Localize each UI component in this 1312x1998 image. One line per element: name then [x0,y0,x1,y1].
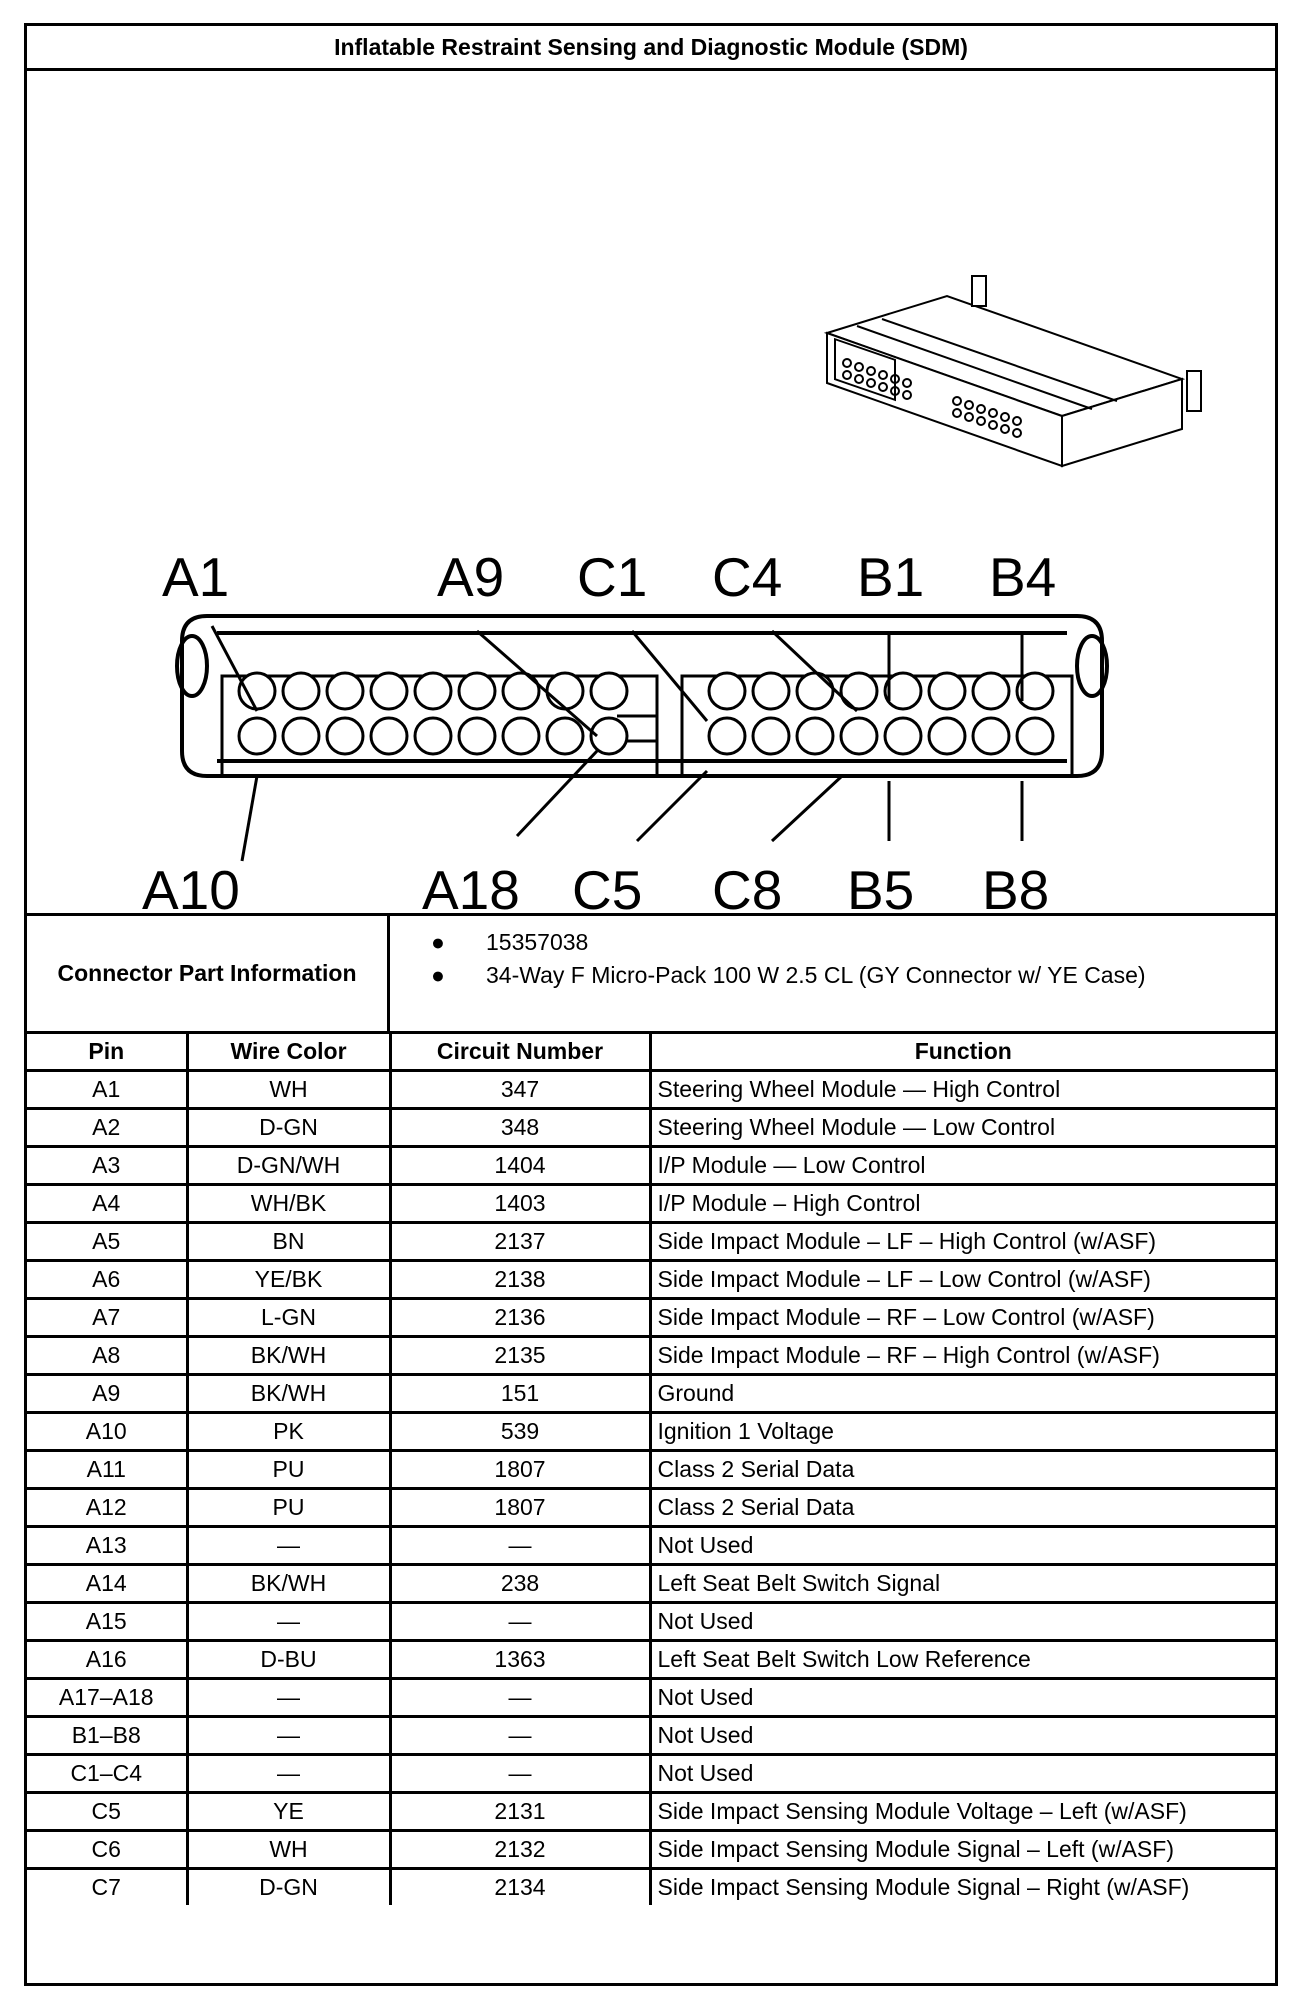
function-cell: Not Used [650,1679,1275,1717]
function-cell: Side Impact Sensing Module Signal – Left (w/ASF) [650,1831,1275,1869]
wire-color-cell: WH [187,1071,390,1109]
wire-color-cell: PU [187,1451,390,1489]
pin-label: B1 [857,546,925,608]
function-cell: Not Used [650,1527,1275,1565]
table-row [27,1261,1275,1299]
connector-diagram [27,71,1275,916]
wire-color-cell: D-GN/WH [187,1147,390,1185]
circuit-number-cell: — [390,1527,650,1565]
table-row [27,1185,1275,1223]
pin-cell: C5 [27,1793,187,1831]
circuit-number-cell: 1363 [390,1641,650,1679]
wire-color-cell: — [187,1755,390,1793]
function-cell: Side Impact Sensing Module Signal – Right (w/ASF) [650,1869,1275,1906]
connector-part-information [27,916,1275,1034]
pin-label: C4 [712,546,783,608]
pin-label: A9 [437,546,505,608]
pin-hole [841,673,877,709]
pin-cell: A9 [27,1375,187,1413]
table-row [27,1527,1275,1565]
table-row [27,1337,1275,1375]
pin-hole [1017,718,1053,754]
function-cell: I/P Module – High Control [650,1185,1275,1223]
circuit-number-cell: — [390,1755,650,1793]
wire-color-cell: BK/WH [187,1565,390,1603]
column-header-wire-color: Wire Color [187,1034,390,1071]
table-row [27,1641,1275,1679]
pin-cell: C6 [27,1831,187,1869]
pin-label: B5 [847,859,915,913]
pin-cell: A15 [27,1603,187,1641]
circuit-number-cell: 1807 [390,1489,650,1527]
pin-hole [709,718,745,754]
table-row [27,1071,1275,1109]
function-cell: Not Used [650,1717,1275,1755]
wire-color-cell: L-GN [187,1299,390,1337]
connector-description: 34-Way F Micro-Pack 100 W 2.5 CL (GY Connector w/ YE Case) [486,962,1146,988]
pin-hole [503,718,539,754]
wire-color-cell: PU [187,1489,390,1527]
pin-hole [929,673,965,709]
top-pin-labels [162,546,1056,608]
pin-hole [753,718,789,754]
connector-part-list [390,916,1275,1031]
circuit-number-cell: 2135 [390,1337,650,1375]
pin-cell: A12 [27,1489,187,1527]
function-cell: Side Impact Module – RF – High Control (w/ASF) [650,1337,1275,1375]
wire-color-cell: BN [187,1223,390,1261]
wire-color-cell: D-BU [187,1641,390,1679]
wire-color-cell: YE/BK [187,1261,390,1299]
function-cell: Class 2 Serial Data [650,1489,1275,1527]
table-header-row [27,1034,1275,1071]
function-cell: Class 2 Serial Data [650,1451,1275,1489]
pin-cell: A10 [27,1413,187,1451]
function-cell: Ignition 1 Voltage [650,1413,1275,1451]
circuit-number-cell: 539 [390,1413,650,1451]
pin-hole [797,718,833,754]
table-row [27,1375,1275,1413]
circuit-number-cell: 2137 [390,1223,650,1261]
wire-color-cell: D-GN [187,1869,390,1906]
wire-color-cell: — [187,1527,390,1565]
bullet-icon: ● [431,962,445,988]
table-row [27,1603,1275,1641]
circuit-number-cell: 2132 [390,1831,650,1869]
table-row [27,1679,1275,1717]
pin-hole [415,718,451,754]
pinout-table [27,1034,1275,1905]
pin-cell: A3 [27,1147,187,1185]
connector-sheet [24,23,1278,1986]
function-cell: Not Used [650,1755,1275,1793]
connector-part-information-label: Connector Part Information [27,916,390,1031]
pin-cell: A1 [27,1071,187,1109]
wire-color-cell: D-GN [187,1109,390,1147]
pin-cell: C7 [27,1869,187,1906]
pin-label: A10 [142,859,240,913]
column-header-pin: Pin [27,1034,187,1071]
circuit-number-cell: 2134 [390,1869,650,1906]
pin-hole [283,718,319,754]
circuit-number-cell: 1807 [390,1451,650,1489]
list-item [390,959,1275,992]
pin-cell: A16 [27,1641,187,1679]
wire-color-cell: — [187,1679,390,1717]
wire-color-cell: — [187,1717,390,1755]
pin-cell: A8 [27,1337,187,1375]
circuit-number-cell: — [390,1603,650,1641]
pin-hole [415,673,451,709]
wire-color-cell: WH [187,1831,390,1869]
function-cell: Side Impact Module – RF – Low Control (w/ASF) [650,1299,1275,1337]
pin-cell: A7 [27,1299,187,1337]
pin-hole [547,673,583,709]
circuit-number-cell: 2138 [390,1261,650,1299]
circuit-number-cell: 2136 [390,1299,650,1337]
pin-hole [371,673,407,709]
pin-label: B4 [989,546,1057,608]
column-header-function: Function [650,1034,1275,1071]
column-header-circuit-number: Circuit Number [390,1034,650,1071]
circuit-number-cell: 238 [390,1565,650,1603]
table-row [27,1147,1275,1185]
function-cell: Steering Wheel Module — High Control [650,1071,1275,1109]
function-cell: Side Impact Module – LF – High Control (w/ASF) [650,1223,1275,1261]
pin-hole [885,718,921,754]
pin-hole [503,673,539,709]
pin-hole [753,673,789,709]
function-cell: Left Seat Belt Switch Low Reference [650,1641,1275,1679]
function-cell: Ground [650,1375,1275,1413]
pin-cell: A6 [27,1261,187,1299]
table-row [27,1717,1275,1755]
bottom-pin-labels [142,859,1049,913]
circuit-number-cell: — [390,1679,650,1717]
wire-color-cell: BK/WH [187,1375,390,1413]
bullet-icon: ● [431,929,445,955]
pin-cell: C1–C4 [27,1755,187,1793]
pin-hole [709,673,745,709]
pin-hole [841,718,877,754]
circuit-number-cell: 1403 [390,1185,650,1223]
table-row [27,1793,1275,1831]
table-row [27,1109,1275,1147]
pin-cell: A11 [27,1451,187,1489]
wire-color-cell: — [187,1603,390,1641]
pin-label: C5 [572,859,643,913]
pin-hole [459,718,495,754]
pin-hole [591,673,627,709]
pin-label: C8 [712,859,783,913]
pin-cell: A13 [27,1527,187,1565]
table-row [27,1413,1275,1451]
table-row [27,1451,1275,1489]
function-cell: Left Seat Belt Switch Signal [650,1565,1275,1603]
table-row [27,1223,1275,1261]
list-item [390,926,1275,959]
function-cell: Steering Wheel Module — Low Control [650,1109,1275,1147]
pin-cell: A17–A18 [27,1679,187,1717]
pin-hole [283,673,319,709]
table-row [27,1869,1275,1906]
circuit-number-cell: 347 [390,1071,650,1109]
connector-3d-icon [827,276,1201,466]
table-row [27,1755,1275,1793]
wire-color-cell: YE [187,1793,390,1831]
pin-cell: A5 [27,1223,187,1261]
circuit-number-cell: 1404 [390,1147,650,1185]
table-row [27,1831,1275,1869]
function-cell: Not Used [650,1603,1275,1641]
part-number: 15357038 [486,929,589,955]
circuit-number-cell: 151 [390,1375,650,1413]
pin-hole [973,673,1009,709]
pin-hole [371,718,407,754]
pin-label: A18 [422,859,520,913]
pin-hole [929,718,965,754]
pin-hole [973,718,1009,754]
function-cell: I/P Module — Low Control [650,1147,1275,1185]
page-title: Inflatable Restraint Sensing and Diagnostic Module (SDM) [27,26,1275,71]
pin-hole [327,673,363,709]
pin-hole [239,673,275,709]
pin-cell: A2 [27,1109,187,1147]
function-cell: Side Impact Sensing Module Voltage – Left (w/ASF) [650,1793,1275,1831]
circuit-number-cell: — [390,1717,650,1755]
pin-label: C1 [577,546,648,608]
table-row [27,1299,1275,1337]
circuit-number-cell: 348 [390,1109,650,1147]
table-row [27,1565,1275,1603]
pin-hole [239,718,275,754]
pin-hole [547,718,583,754]
pin-label: B8 [982,859,1050,913]
pin-label: A1 [162,546,230,608]
wire-color-cell: BK/WH [187,1337,390,1375]
pin-cell: B1–B8 [27,1717,187,1755]
pin-cell: A14 [27,1565,187,1603]
pin-hole [797,673,833,709]
table-row [27,1489,1275,1527]
circuit-number-cell: 2131 [390,1793,650,1831]
pin-cell: A4 [27,1185,187,1223]
wire-color-cell: PK [187,1413,390,1451]
pin-hole [327,718,363,754]
function-cell: Side Impact Module – LF – Low Control (w/ASF) [650,1261,1275,1299]
wire-color-cell: WH/BK [187,1185,390,1223]
pin-hole [459,673,495,709]
